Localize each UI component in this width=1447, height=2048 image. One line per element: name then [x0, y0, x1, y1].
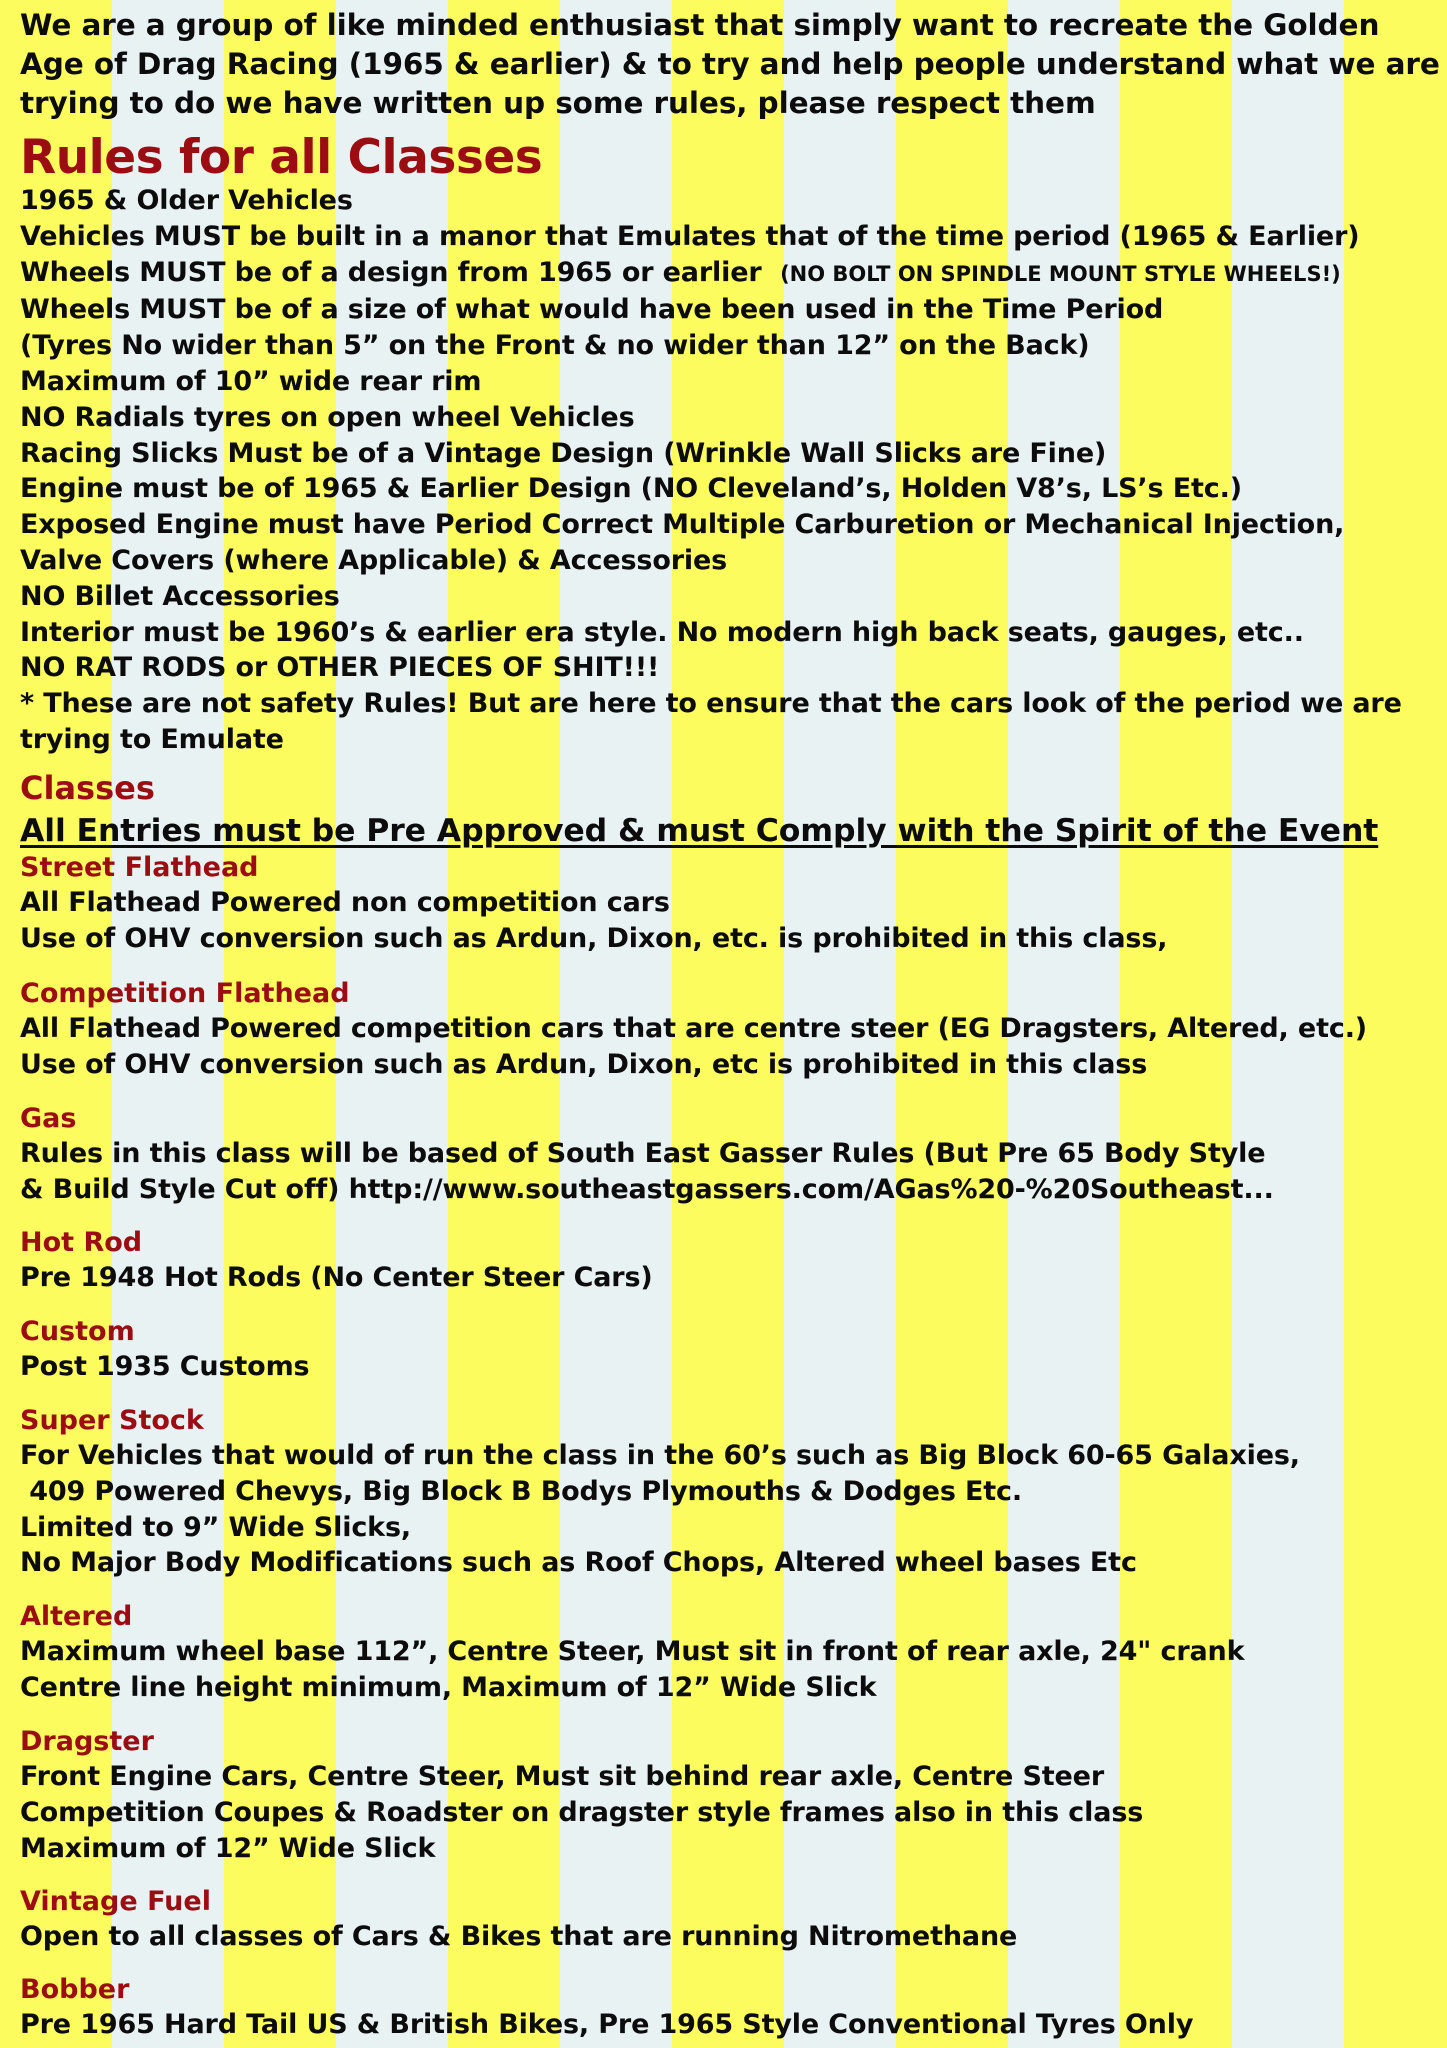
class-vintage-fuel — [20, 1884, 1447, 1955]
class-name: Gas — [20, 1103, 77, 1134]
class-rule-line: Pre 1948 Hot Rods (No Center Steer Cars) — [20, 1262, 653, 1293]
class-dragster — [20, 1724, 1447, 1866]
class-rule-line: & Build Style Cut off) http://www.southeastgassers.com/AGas%20-%20Southeast... — [20, 1173, 1274, 1205]
class-rule-line: 409 Powered Chevys, Big Block B Bodys Plymouths & Dodges Etc. — [20, 1475, 1023, 1507]
rule-line: Exposed Engine must have Period Correct Multiple Carburetion or Mechanical Injection, — [20, 509, 1345, 541]
class-rule-line: Maximum of 12” Wide Slick — [20, 1832, 436, 1864]
rule-text: Wheels MUST be of a design from 1965 or earlier — [20, 256, 762, 288]
class-name: Bobber — [20, 1974, 130, 2005]
class-rule-line: No Major Body Modifications such as Roof Chops, Altered wheel bases Etc — [20, 1547, 1137, 1579]
rule-line: NO Billet Accessories — [20, 580, 340, 612]
rule-line: Interior must be 1960’s & earlier era style. No modern high back seats, gauges, etc.. — [20, 616, 1304, 648]
class-name: Altered — [20, 1601, 133, 1632]
class-custom — [20, 1314, 1447, 1385]
class-hot-rod — [20, 1225, 1447, 1296]
rule-line: (Tyres No wider than 5” on the Front & no wider than 12” on the Back) — [20, 330, 1090, 362]
class-rule-line: Rules in this class will be based of South East Gasser Rules (But Pre 65 Body Style — [20, 1138, 1266, 1169]
class-name: Hot Rod — [20, 1227, 143, 1258]
class-name: Dragster — [20, 1726, 154, 1757]
rule-line: * These are not safety Rules! But are here to ensure that the cars look of the period we are — [20, 688, 1402, 720]
class-rule-line: All Flathead Powered competition cars that are centre steer (EG Dragsters, Altered, etc.) — [20, 1013, 1367, 1044]
rules-list — [20, 183, 1447, 758]
rule-line: NO RAT RODS or OTHER PIECES OF SHIT!!! — [20, 652, 660, 684]
class-rule-line: For Vehicles that would of run the class in the 60’s such as Big Block 60-65 Galaxies, — [20, 1440, 1300, 1471]
class-bobber — [20, 1972, 1447, 2043]
rule-line: Valve Covers (where Applicable) & Accessories — [20, 544, 728, 576]
rules-heading: Rules for all Classes — [20, 130, 543, 185]
class-rule-line: Front Engine Cars, Centre Steer, Must sit behind rear axle, Centre Steer — [20, 1761, 1104, 1792]
rule-line: trying to Emulate — [20, 723, 284, 755]
class-name: Street Flathead — [20, 852, 259, 883]
class-rule-line: Pre 1965 Hard Tail US & British Bikes, Pre 1965 Style Conventional Tyres Only — [20, 2009, 1194, 2040]
class-name: Super Stock — [20, 1405, 204, 1436]
class-gas — [20, 1101, 1447, 1208]
class-name: Vintage Fuel — [20, 1886, 211, 1917]
class-rule-line: Maximum wheel base 112”, Centre Steer, Must sit in front of rear axle, 24" crank — [20, 1636, 1245, 1667]
rule-line: Vehicles MUST be built in a manor that Emulates that of the time period (1965 & Earlier) — [20, 220, 1360, 252]
classes-heading: Classes — [20, 769, 155, 807]
class-altered — [20, 1599, 1447, 1706]
rule-line: Engine must be of 1965 & Earlier Design (NO Cleveland’s, Holden V8’s, LS’s Etc.) — [20, 473, 1242, 505]
rule-line: 1965 & Older Vehicles — [20, 185, 353, 216]
class-rule-line: All Flathead Powered non competition cars — [20, 887, 670, 918]
class-rule-line: Post 1935 Customs — [20, 1351, 310, 1382]
class-rule-line: Competition Coupes & Roadster on dragster style frames also in this class — [20, 1796, 1144, 1828]
rule-line: Wheels MUST be of a size of what would have been used in the Time Period — [20, 294, 1164, 326]
rule-line: Racing Slicks Must be of a Vintage Design (Wrinkle Wall Slicks are Fine) — [20, 437, 1107, 469]
class-rule-line: Use of OHV conversion such as Ardun, Dixon, etc is prohibited in this class — [20, 1048, 1148, 1080]
wheels-note: (NO BOLT ON SPINDLE MOUNT STYLE WHEELS!) — [780, 261, 1341, 286]
preapproval-notice: All Entries must be Pre Approved & must Comply with the Spirit of the Event — [20, 813, 1379, 849]
class-street-flathead — [20, 850, 1447, 957]
intro-paragraph: We are a group of like minded enthusiast that simply want to recreate the Golden Age of Drag Racing (1965 & earlier) & to try and help people understand what we are trying to do we have written up some rules, please respect them — [20, 8, 1440, 120]
class-name: Custom — [20, 1316, 135, 1347]
class-rule-line: Open to all classes of Cars & Bikes that are running Nitromethane — [20, 1921, 1018, 1952]
class-name: Competition Flathead — [20, 978, 350, 1009]
class-rule-line: Use of OHV conversion such as Ardun, Dixon, etc. is prohibited in this class, — [20, 922, 1168, 954]
class-super-stock — [20, 1403, 1447, 1581]
class-rule-line: Centre line height minimum, Maximum of 12” Wide Slick — [20, 1671, 877, 1703]
class-rule-line: Limited to 9” Wide Slicks, — [20, 1511, 412, 1543]
rule-line: NO Radials tyres on open wheel Vehicles — [20, 401, 635, 433]
rule-line-wheels-design — [20, 255, 1447, 293]
rule-line: Maximum of 10” wide rear rim — [20, 365, 482, 397]
class-competition-flathead — [20, 976, 1447, 1083]
